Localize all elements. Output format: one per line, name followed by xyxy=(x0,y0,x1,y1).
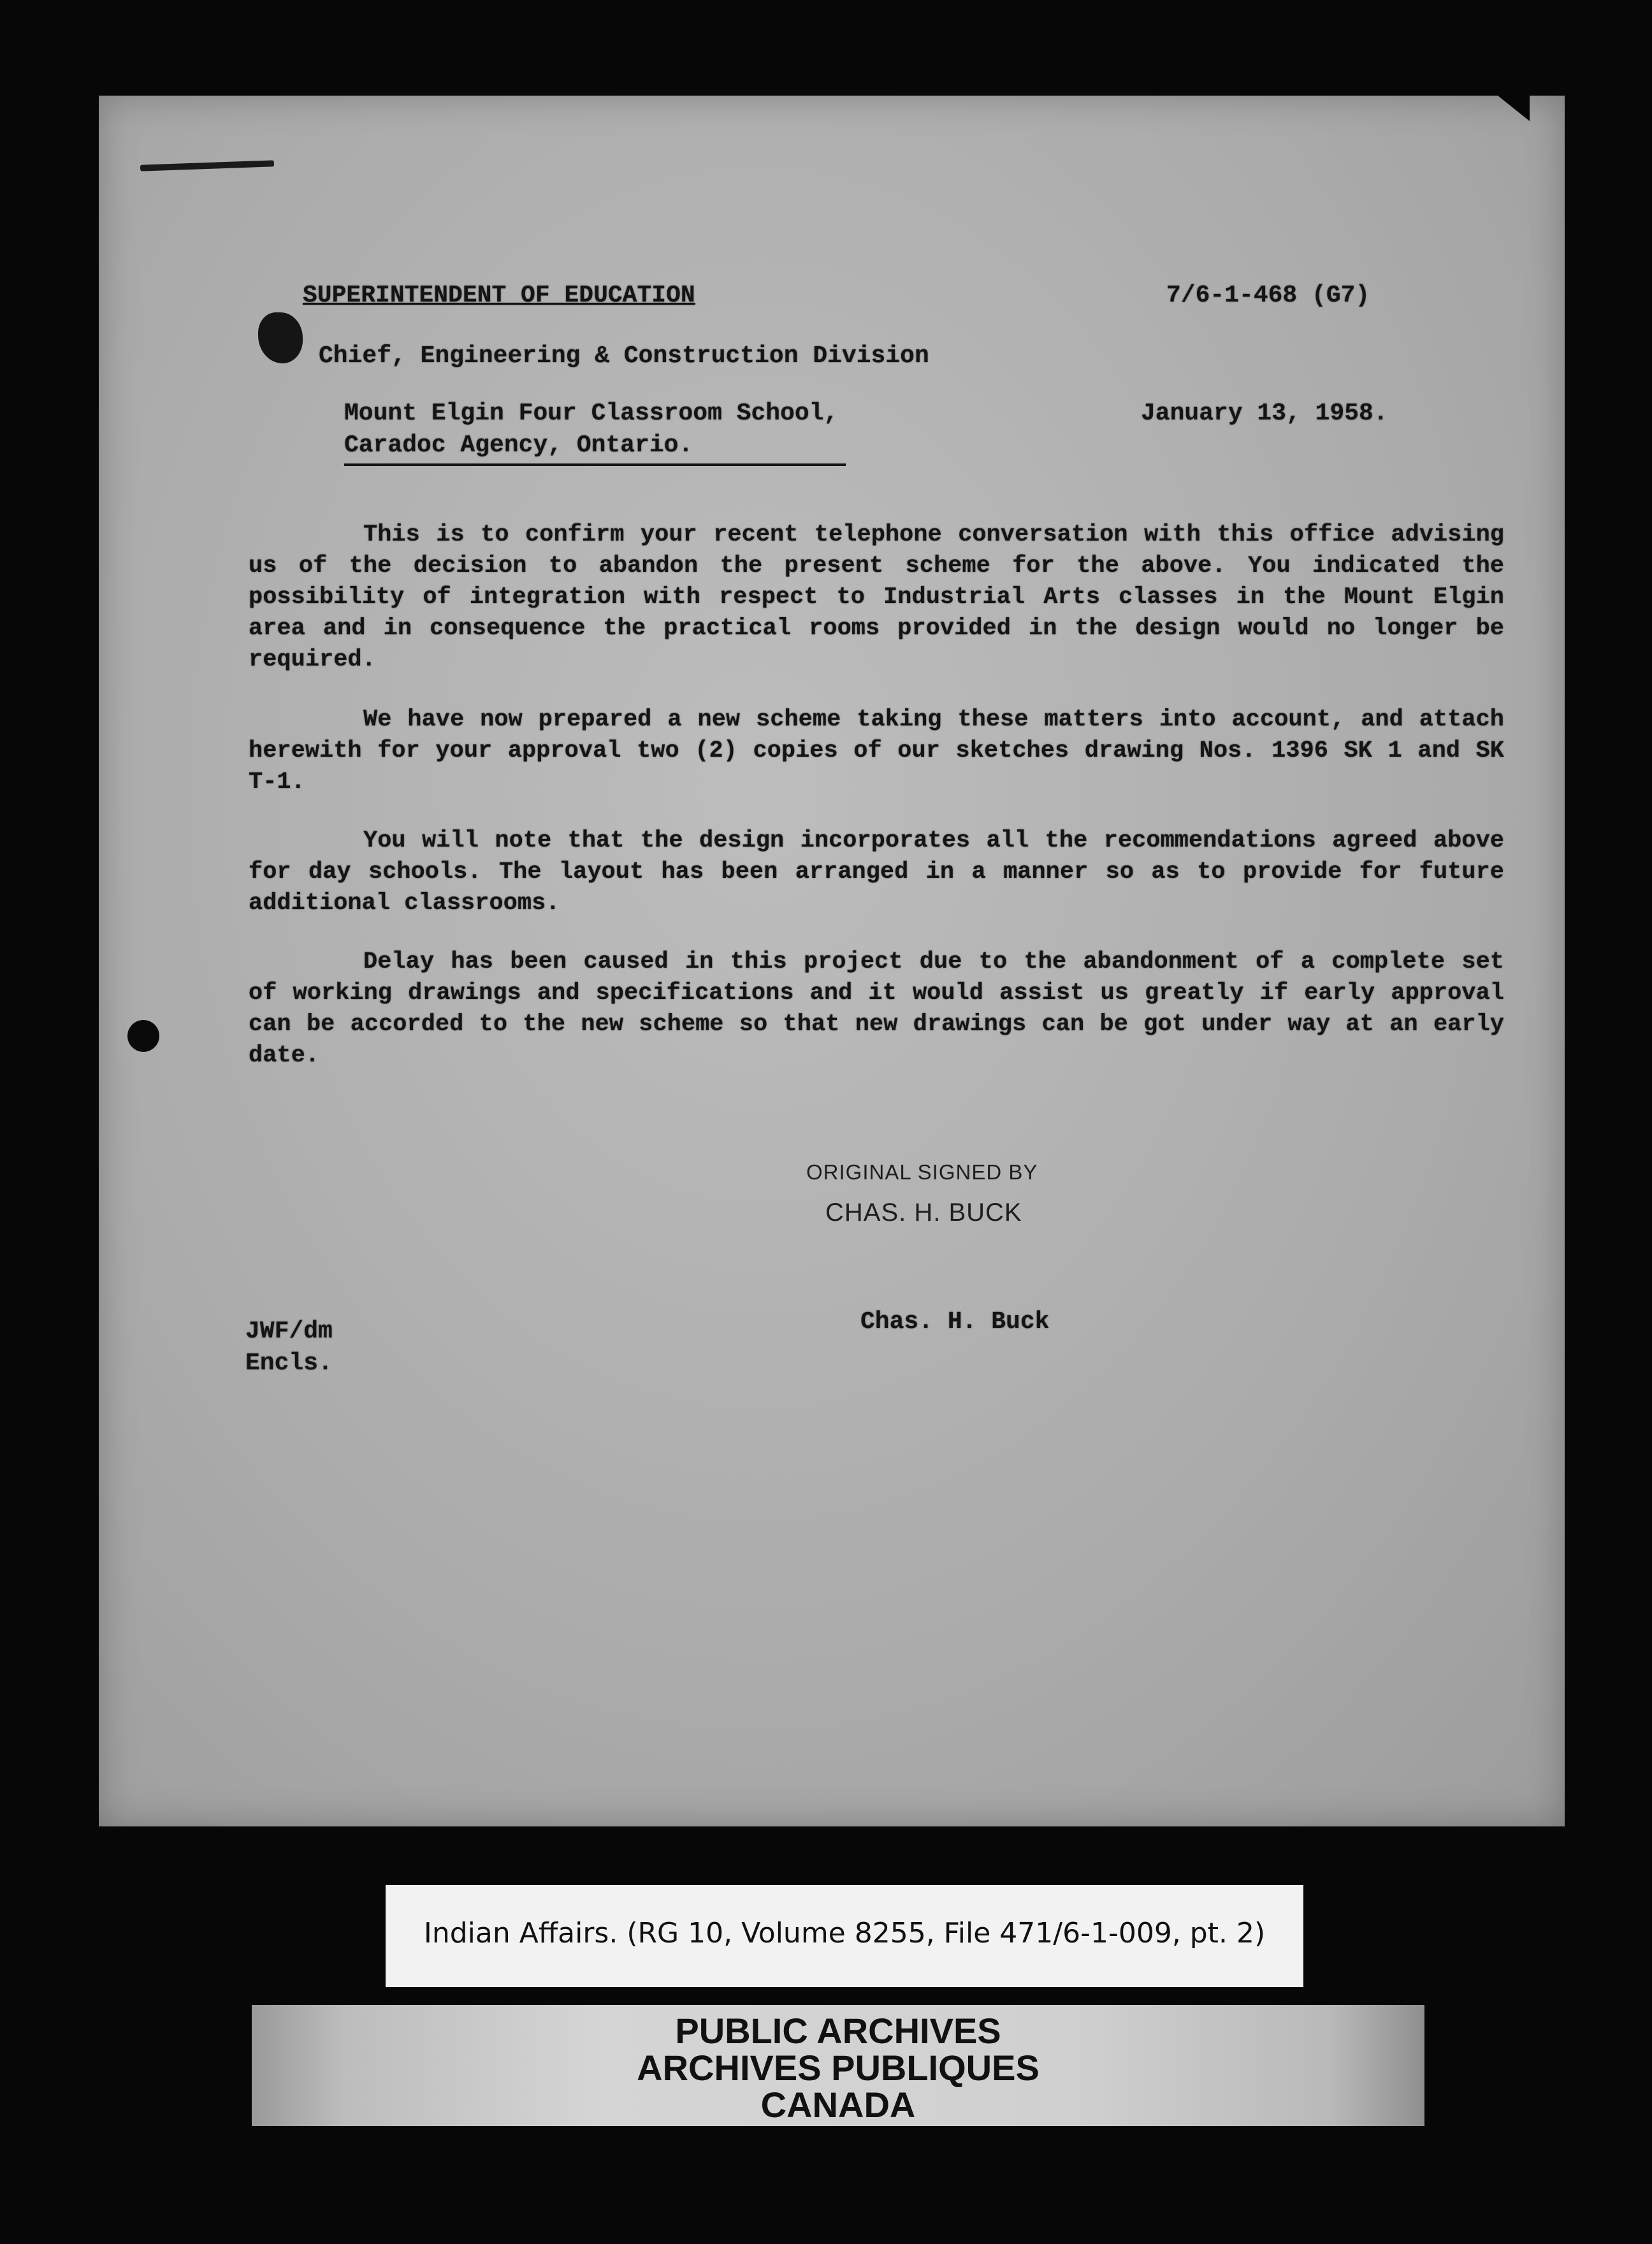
signature-stamp-line-2: CHAS. H. BUCK xyxy=(825,1198,1022,1227)
paragraph-4: Delay has been caused in this project due to the abandonment of a complete set of working drawings and specifications and it would assist us greatly if early approval can be accorded to the new scheme so that new drawings can be got under way at an early date. xyxy=(249,949,1504,1069)
letter-sheet xyxy=(99,96,1565,1826)
addressee: SUPERINTENDENT OF EDUCATION xyxy=(303,282,695,309)
signature-stamp-line-1: ORIGINAL SIGNED BY xyxy=(806,1160,1038,1184)
subject-line-2: Caradoc Agency, Ontario. xyxy=(344,430,846,466)
subject-line-1: Mount Elgin Four Classroom School, xyxy=(344,400,839,427)
paragraph-2: We have now prepared a new scheme taking these matters into account, and attach herewith for your approval two (2) copies of our sketches drawing Nos. 1396 SK 1 and SK T-1. xyxy=(249,706,1504,796)
pin-mark xyxy=(140,160,274,171)
archives-line-french: ARCHIVES PUBLIQUES xyxy=(637,2048,1040,2088)
archive-reference-label xyxy=(386,1885,1303,1987)
archives-line-country: CANADA xyxy=(760,2085,916,2125)
sender-division: Chief, Engineering & Construction Division xyxy=(319,342,929,370)
typist-initials: JWF/dm xyxy=(245,1318,333,1345)
archive-reference: Indian Affairs. (RG 10, Volume 8255, File 471/6-1-009, pt. 2) xyxy=(423,1917,1266,1949)
punch-hole xyxy=(127,1020,159,1052)
paragraph-3: You will note that the design incorporates all the recommendations agreed above for day schools. The layout has been arranged in a manner so as to provide for future additional classrooms. xyxy=(249,827,1504,917)
file-number: 7/6-1-468 (G7) xyxy=(1166,282,1370,309)
letter-date: January 13, 1958. xyxy=(1141,400,1388,427)
typed-signature: Chas. H. Buck xyxy=(860,1308,1050,1336)
enclosures-note: Encls. xyxy=(245,1350,333,1377)
corner-tear xyxy=(1498,96,1530,121)
paragraph-1: This is to confirm your recent telephone conversation with this office advising us of the decision to abandon the present scheme for the above. You indicated the possibility of integration with respect to Industrial Arts classes in the Mount Elgin area and in consequence the practical rooms provided in the design would no longer be required. xyxy=(249,521,1504,673)
archives-line-english: PUBLIC ARCHIVES xyxy=(675,2011,1001,2051)
staple-hole xyxy=(258,312,303,363)
archives-canada-label xyxy=(252,2005,1424,2126)
